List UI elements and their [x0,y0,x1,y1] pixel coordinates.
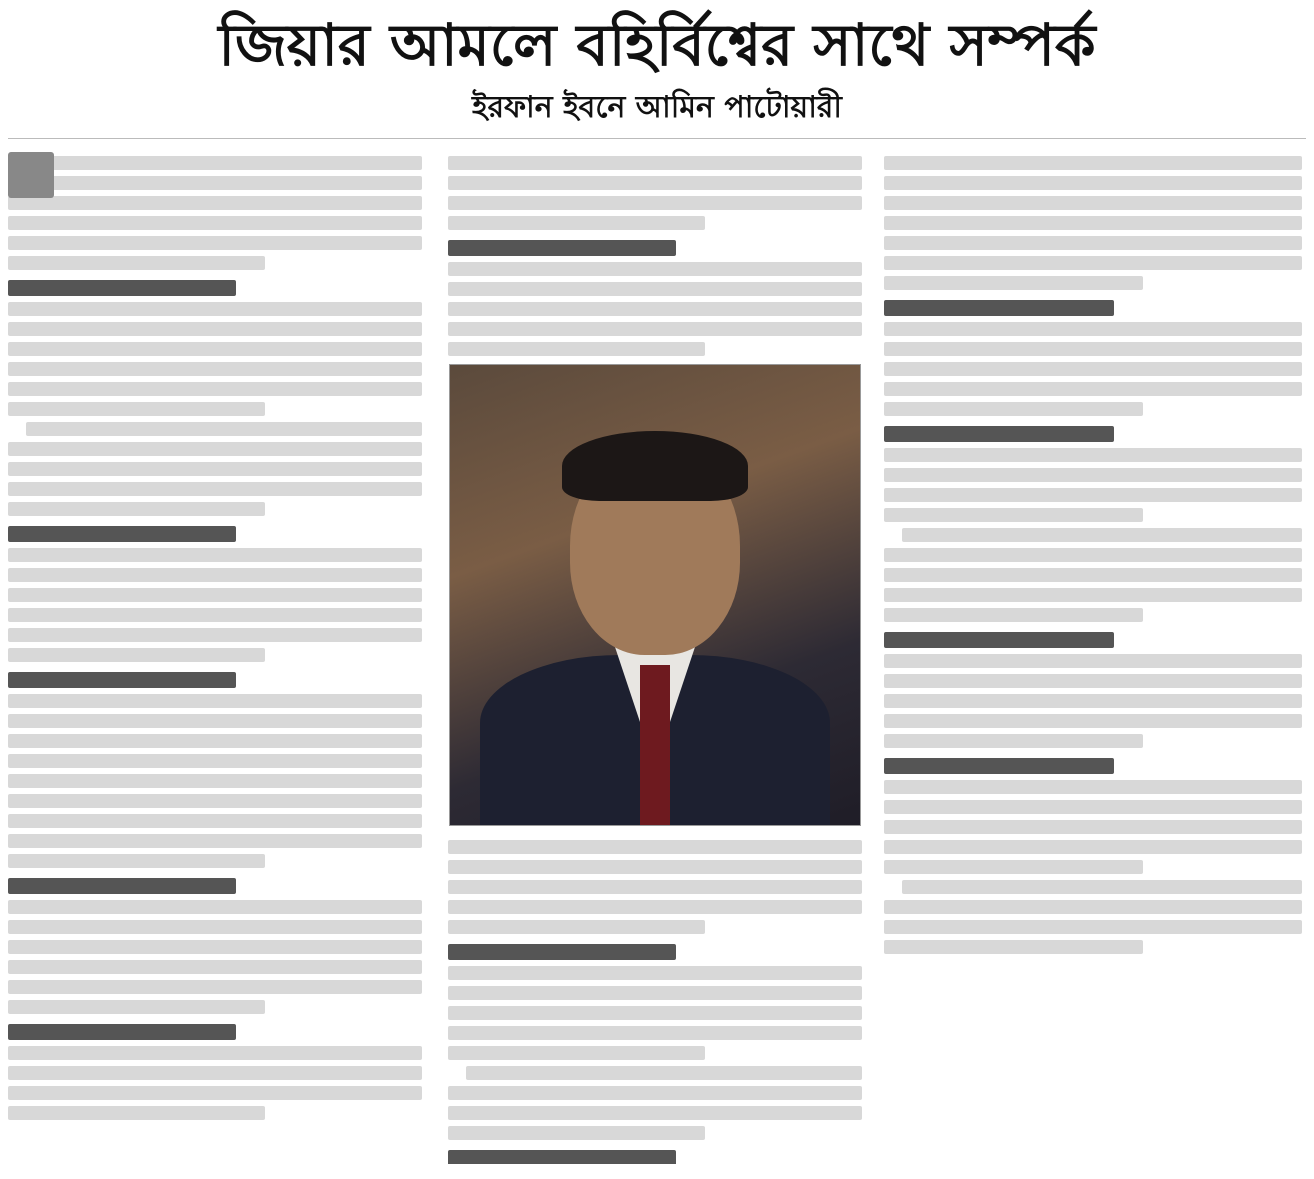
text-line [884,362,1302,376]
text-line [884,674,1302,688]
text-line [448,1126,705,1140]
text-line [8,482,422,496]
article-byline: ইরফান ইবনে আমিন পাটোয়ারী [472,90,842,125]
text-line [8,462,422,476]
text-line [8,774,422,788]
text-line [884,840,1302,854]
text-line [884,694,1302,708]
text-line [884,900,1302,914]
text-line [8,814,422,828]
text-line [8,920,422,934]
section-subhead [8,526,236,542]
text-line [8,980,422,994]
text-line [884,468,1302,482]
text-line [8,1086,422,1100]
text-line [448,920,705,934]
text-line [8,900,422,914]
section-subhead [448,1150,676,1164]
text-line [8,1000,265,1014]
text-line [8,648,265,662]
header-divider [8,138,1306,139]
text-line [8,1106,265,1120]
section-subhead [884,758,1114,774]
text-line [448,986,862,1000]
drop-cap [8,152,54,198]
text-line [884,236,1302,250]
text-line [884,402,1143,416]
text-line [448,1026,862,1040]
text-line [884,176,1302,190]
text-line [884,488,1302,502]
text-line [884,322,1302,336]
text-line [8,714,422,728]
text-line [8,754,422,768]
text-line [884,508,1143,522]
text-line [448,156,862,170]
text-line [8,940,422,954]
text-line [448,282,862,296]
column-2 [448,150,862,1164]
text-line [884,548,1302,562]
text-line [8,794,422,808]
section-subhead [8,1024,236,1040]
text-line [884,920,1302,934]
text-line [8,256,265,270]
text-line [8,1046,422,1060]
text-line [8,694,422,708]
text-line [8,588,422,602]
text-line [8,302,422,316]
text-line [26,422,422,436]
text-line [448,1006,862,1020]
section-subhead [884,300,1114,316]
text-line [884,342,1302,356]
text-line [8,502,265,516]
article-headline: জিয়ার আমলে বহির্বিশ্বের সাথে সম্পর্ক [218,11,1096,79]
section-subhead [448,240,676,256]
text-line [8,854,265,868]
text-line [884,256,1302,270]
text-line [884,382,1302,396]
text-line [448,1086,862,1100]
text-line [448,216,705,230]
text-line [448,176,862,190]
text-line [448,860,862,874]
text-line [884,820,1302,834]
text-line [884,800,1302,814]
text-line [448,900,862,914]
text-line [8,402,265,416]
text-line [8,734,422,748]
text-line [8,382,422,396]
text-line [448,1046,705,1060]
column-3 [884,150,1302,1164]
text-line [448,302,862,316]
text-line [884,608,1143,622]
text-line [884,940,1143,954]
text-line [884,780,1302,794]
column-1 [8,150,422,1164]
text-line [884,448,1302,462]
text-line [8,628,422,642]
text-line [448,262,862,276]
text-line [8,216,422,230]
text-line [884,588,1302,602]
text-line [8,156,422,170]
text-line [8,548,422,562]
text-line [8,196,422,210]
section-subhead [884,632,1114,648]
section-subhead [448,944,676,960]
text-line [448,322,862,336]
text-line [8,834,422,848]
text-line [448,1106,862,1120]
section-subhead [884,426,1114,442]
text-line [448,880,862,894]
text-line [8,568,422,582]
text-line [466,1066,862,1080]
text-line [884,714,1302,728]
text-line [8,442,422,456]
text-line [448,840,862,854]
section-subhead [8,280,236,296]
text-line [902,880,1302,894]
text-line [884,196,1302,210]
text-line [448,196,862,210]
text-line [8,322,422,336]
text-line [448,342,705,356]
text-line [884,568,1302,582]
text-line [8,362,422,376]
text-line [8,960,422,974]
text-line [8,342,422,356]
text-line [448,966,862,980]
text-line [884,654,1302,668]
text-line [884,276,1143,290]
text-line [8,236,422,250]
section-subhead [8,672,236,688]
portrait-photo [449,364,861,826]
text-line [8,1066,422,1080]
text-line [8,608,422,622]
text-line [902,528,1302,542]
text-line [884,734,1143,748]
text-line [8,176,422,190]
text-line [884,860,1143,874]
text-line [884,156,1302,170]
text-line [884,216,1302,230]
section-subhead [8,878,236,894]
